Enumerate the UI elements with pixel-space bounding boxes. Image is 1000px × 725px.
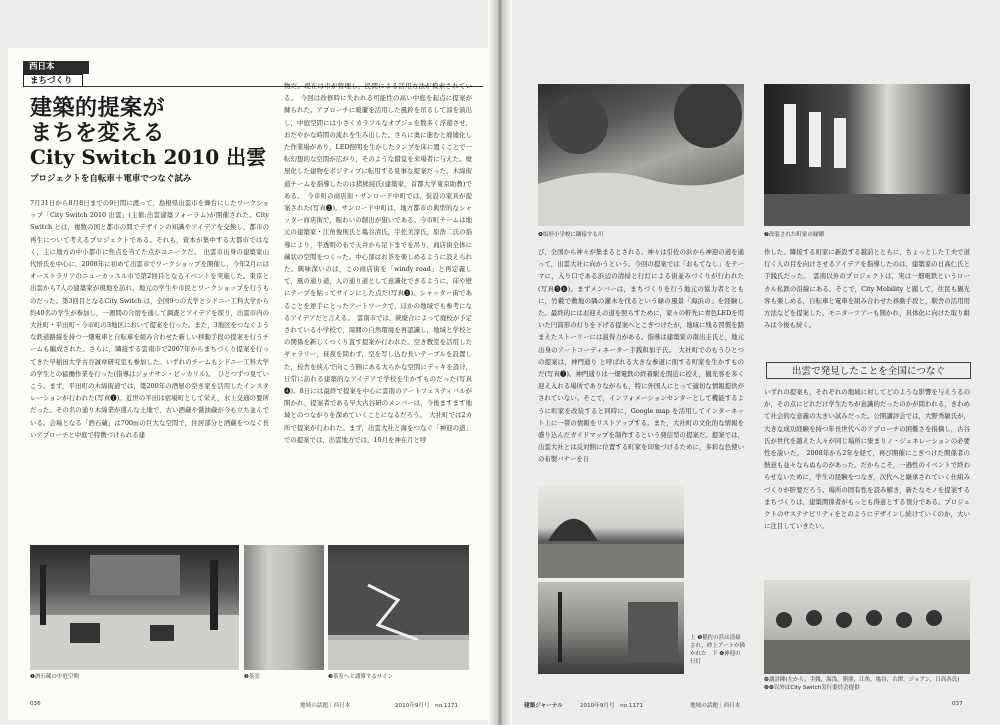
photo-sign-art (328, 545, 469, 670)
left-footer-section: 地域の話題｜西日本 (300, 703, 351, 709)
right-footer-magazine: 建築ジャーナル (524, 703, 563, 709)
photo-beach-art (538, 486, 684, 578)
left-column-1: 7月31日から8月8日までの9日間に渡って，島根県出雲市を舞台にしたワークショップ「City Switch 2010 出雲」(主催:出雲建築フォーラム)が開催された。City Switch とは，複数の国と都市の間でデザインの知識やアイデアを交換し，都市の再生について考えるプロジェクトである。それも，資本が集中する大都市ではなく，主に地方の中小都市に焦点を当てた点がユニークだ。 出雲市出身の建築家山代悟氏を中心に，2008年に初めて出雲市でワークショップを開催し，今年2月にはオーストラリアのニューカッスル市で第2回目となるイベントを実施した。東京と出雲から7人の建築家が現地を訪れ，地元の学生や市民とワークショップを行うものだった。第3回目となるCity Switch は，全国9つの大学とシドニー工科大学から約40名の学生が参加し，一週間の合宿を通して調査とアイデアを探り，出雲市内の大社町・平田町・今市町の3地区において提案を行った。また，3地区をつなぐような鉄道路線を持つ一畑電車と自転車を組み合わせた新しい移動手段の提案を行うチームも編成された。さらに，隣接する雲南市で2007年からまちづくり提案を行ってきた早稲田大学古谷誠章研究室も参加した。いずれのチームもシドニー工科大学の学生との協働作業を行った(指導はジョナサン・ピッカリル)。 ひとつずつ見ていこう。まず，平田町の木綿街道では，築200年の酒屋の空き家を活用したインスタレーションが行われた(写真❶)。近世の平田は宿場町として栄え，水上交通の要所だった。その名の通り木綿業が盛んな土地で，古い酒蔵や醤油蔵が今も立ち並んでいる。会場となる「酒石蔵」は700㎡の巨大な空間で，住居部分と酒蔵をつなぐ長いアプローチと中庭で特徴づけられる建 (30, 199, 269, 439)
caption-photo8: ❽講評陣(左から，手銭，海浅，猪熊，江角，亀谷，古澤，ジョアン，日高各氏) ❾❿以外はCity Switch実行委員会提供 (764, 677, 965, 691)
category-tag: まちづくり (23, 74, 83, 87)
photo-machiya-art (764, 84, 970, 226)
photo-chashitsu (244, 545, 324, 670)
photo-sakaishigura-art (30, 545, 239, 670)
caption-photo4: ❹塩形小学校に隣接する川 (538, 232, 604, 238)
section-heading: 出雲で発見したことを全国につなぐ (766, 362, 971, 379)
right-column-2: 作した。隣接する町家に新設する越前とともに，ちょっとした工夫で道行く人の目を向けさせるアイデアを指導したのは，建築家の日高仁氏と手銭氏だった。 雲南以外のプロジェクトは，実は一畑電鉄というローカル私鉄の沿線にある。そこで，City Mobility と題して，住民も観光客も楽しめる，自転車と電車を組み合わせた移動手段と，駅舎の活用用方法などを提案した。モニターツアーも開かれ，具体化に向けた取り組みは今後も続く。 (764, 248, 970, 330)
right-footer-section: 地域の話題｜西日本 (690, 703, 741, 709)
left-page-number: 036 (30, 701, 41, 707)
right-footer-issue: 2010年9月号 no.1171 (580, 703, 644, 709)
caption-photo1: ❶酒石蔵の中庭空間 (30, 674, 79, 680)
right-column-1: び，全国から神々が集まるとされる。神々は引佐の浜から神迎の道を通って，出雲大社に向かうという。今回の提案では「おもてなし」をテーマに，入り口である浜辺の清掃と行灯による街並みづくりが行われた(写真❺❻)。まずメンバーは，まちづくりを行う地元の協力者とともに，竹藪で敷地の隅の灌木を伐るという緑の風景「海浜の」を経験した。最終的にはお迎えの道を照らすために，家々の軒先に青色LEDを用いた円筒形の灯りを下げる提案へとこぎつけたが，地域に残る習慣を踏まえたストーリーには説得力がある。指導は建築家の南出圭氏と，地元出身のアートコーディネーター手銭和加子氏。 大社町でのもうひとつの提案は，神門通り と呼ばれる大きな参道に面する町家を生かすものだ(写真❼)。神門通りは一畑電鉄の終着駅を間近に控え，観光客を多く迎え入れる場所でありながらも，特に外国人にとって適切な情報提供がされていない。そこで，インフォメーションセンターとして機能するように町家を改装すると同時に，Google map を活用してインターネット上に一帯の情報をリストアップする。また，大社町の文化的な情報を盛り込んだガイドマップを制作するという発信型の提案だ。提案では，出雲大社とは反対側に位置する町家を印象づけるために，多彩な色使いの布製バナーを自 (538, 248, 744, 464)
book-gutter (488, 0, 512, 725)
photo-machiya (764, 84, 970, 226)
caption-photo2: ❷茶室 (244, 674, 260, 680)
right-column-3: いずれの提案も，それぞれの地域に対してどのような影響を与えうるのか，その点にどれだけ学生たちが意識的だったのかが問われる，きわめて社会的な意義の大きい試みだった。公開講評会では，大野秀敏氏が，大きな成功経験を持つ年長世代へのアプローチの困難さを指摘し，古谷氏が世代を越えた人々が同じ場所に集まりノ・ジェネレーションの必要性を説いた。 2008年から2年を経て，再び開催にこぎつけた関係者の熱意も並々ならぬものがあった。だからこそ，一過性のイベントで終わらせないために，学生の経験をつなぎ，次代へと継承されていく仕組みづくりが肝要だろう。場所の固有性を読み解き，新たなモノを提案するまちづくりは，建築関係者がもっとも得意とする領分である。プロジェクトのサステナビリティをとのようにデザインし続けていくのか，大いに注目していきたい。 (764, 388, 970, 531)
photo-beach (538, 486, 684, 578)
caption-photo3: ❸茶室へと誘導するサイン (328, 674, 394, 680)
article-subtitle: プロジェクトを自転車＋電車でつなぐ試み (30, 174, 192, 184)
right-page-number: 037 (952, 701, 963, 707)
photo-critique-panel (764, 580, 970, 674)
photo-sign (328, 545, 469, 670)
caption-photo56: 上 ❺稲佐の浜は清掃され，砂上アートが描かれた 下 ❻神迎の行灯 (690, 635, 746, 665)
photo-lanterns (538, 582, 684, 674)
title-line-3: City Switch 2010 出雲 (30, 145, 267, 169)
photo-lanterns-art (538, 582, 684, 674)
article-title (30, 96, 165, 146)
left-footer-issue: 2010年9月号 no.1171 (395, 703, 459, 709)
title-line-1: 建築的提案が (30, 95, 166, 121)
region-tag: 西日本 (23, 61, 89, 74)
title-line-2: まちを変える (30, 120, 166, 146)
photo-sakaishigura (30, 545, 239, 670)
photo-river (538, 84, 744, 226)
caption-photo5: ❼改装された町家の縁側 (764, 232, 824, 238)
right-column-1-continued (690, 484, 744, 634)
photo-river-art (538, 84, 744, 226)
photo-critique-panel-art (764, 580, 970, 674)
left-column-2: 物だ。現在は市が管理し，民間による活用方法が模索されている。 今回は改修時に失われる可能性の高い中庭を起点に提案が練られた。アプローチに暖簾を活用した風鈴を吊るして涼を演出し，中庭空間には小さくカラフルなオブジェを数多く浮遊させ，おだやかな時間の流れを生み出した。さらに奥に進むと廃墟化した作業場があり，LED照明を生かしたランプを床に置くことで一転幻想的な空間が広がり，そのような錯覚を来場者に与えた。廃屋化した建物をポジティブに転用する見事な提案だった。木綿街道チームを指導したのは猪熊純氏(建築家，首都大学東京助教)である。 今市町の商店街・サンロード中町では，仮設の家具が提案された(写真❷)。サンロード中町は，地方都市の典型的なシャッター商店街で，賑わいの創出が狙いである。今市町チームは地元の建築家・江角俊則氏と亀谷清氏，宇佐美淳氏，原浩二氏の指導により，半透明の布で天井から足下までを吊り，商店街全体に繭状の空間をつくった。中心部はお茶を楽しめるように設えられた。興味深いのは，この商店街を「windy road」と再定義して，風の通り道，人の通り道として意識化できるように，床や壁にテープを貼ってサインにした点だ(写真❸)。シャッター街であることを逆手にとったアートワークで，ほかの地域でも参考になるアイデアだと言える。 雲南市では，統廃合によって廃校が予定されている小学校で，周囲の自然環境を再認識し，地域と学校との関係を新しくつくり直す提案が行われた。空き教室を活用したギャラリー，昼夜を問わず，空を写し込む長いテーブルを設置した，校舎を挟んで向こう側にある大らかな空間にデッキを設け，日常に訪れる建築的なアイデアで学校を生かすものだった(写真❹)。8日には最終で提案を中心に雲南のアートフェスティバルが開かれ，提案者である早大古谷研のメンバーは，今後ますます地域とのつながりを深めていくことになるだろう。 大社町では2カ所で提案が行われた。まず，出雲大社と海をつなぐ「神迎の道」での提案では，出雲地方では，10月を神在月と呼 (284, 82, 472, 444)
